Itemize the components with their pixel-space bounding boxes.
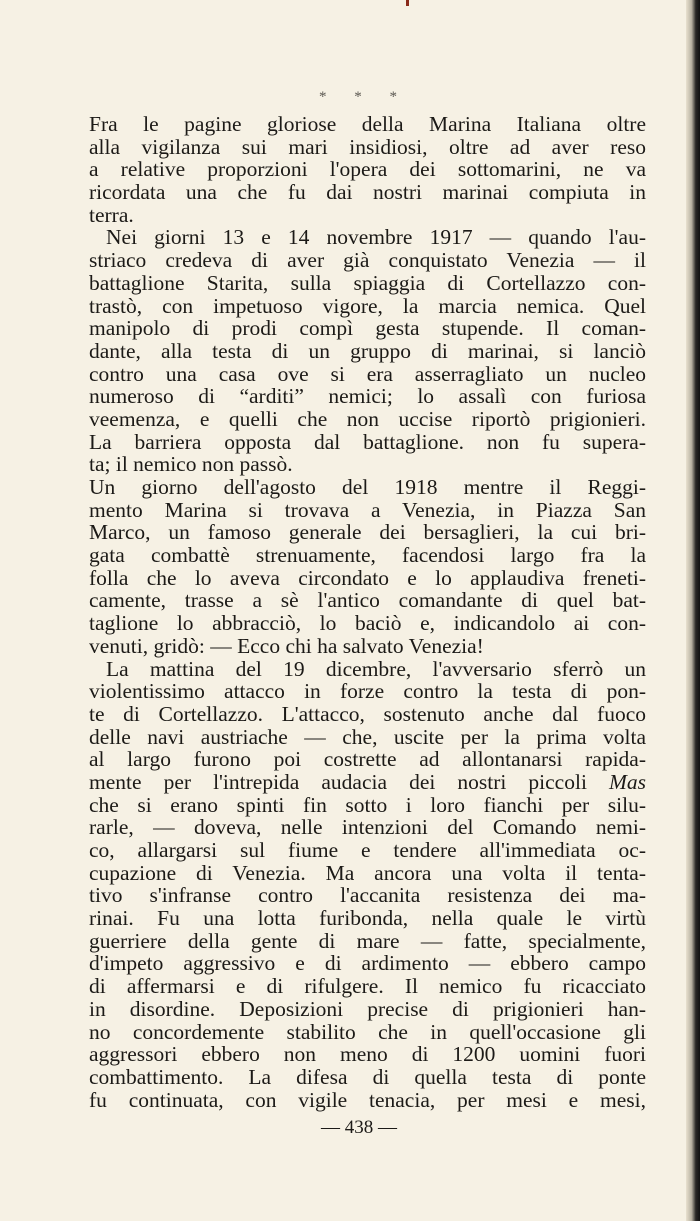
printer-mark <box>406 0 409 6</box>
text-line: alla vigilanza sui mari insidiosi, oltre ad aver reso <box>89 134 646 159</box>
text-line: mento Marina si trovava a Venezia, in Piazza San <box>89 497 646 522</box>
text-line: te di Cortellazzo. L'attacco, sostenuto anche dal fuoco <box>89 701 646 726</box>
text-line: delle navi austriache — che, uscite per la prima volta <box>89 724 646 749</box>
paragraph <box>89 658 646 1112</box>
body-text <box>89 113 646 1111</box>
text-line: ricordata una che fu dai nostri marinai compiuta in <box>89 180 646 205</box>
text-line: Marco, un famoso generale dei bersaglieri, la cui bri- <box>89 520 646 545</box>
text-line: La barriera opposta dal battaglione. non fu supera- <box>89 429 646 454</box>
text-line: rarle, — doveva, nelle intenzioni del Comando nemi- <box>89 815 646 840</box>
text-line: battaglione Starita, sulla spiaggia di Cortellazzo con- <box>89 270 646 295</box>
page-number: — 438 — <box>321 1117 397 1138</box>
text-line: al largo furono poi costrette ad allontanarsi rapida- <box>89 747 646 772</box>
text-line: combattimento. La difesa di quella testa di ponte <box>89 1064 646 1089</box>
text-line: venuti, gridò: — Ecco chi ha salvato Venezia! <box>89 633 484 658</box>
text-line: d'impeto aggressivo e di ardimento — ebbero campo <box>89 951 646 976</box>
text-line: cupazione di Venezia. Ma ancora una volta il tenta- <box>89 860 646 885</box>
text-line: fu continuata, con vigile tenacia, per mesi e mesi, <box>89 1087 646 1112</box>
text-line: a relative proporzioni l'opera dei sottomarini, ne va <box>89 157 646 182</box>
text-line: ta; il nemico non passò. <box>89 452 293 477</box>
text-line: trastò, con impetuoso vigore, la marcia nemica. Quel <box>89 293 646 318</box>
text-line: aggressori ebbero non meno di 1200 uomini fuori <box>89 1042 646 1067</box>
section-ornament: * * * <box>319 89 409 105</box>
italic-term: Mas <box>608 769 646 794</box>
text-line: Un giorno dell'agosto del 1918 mentre il Reggi- <box>89 475 646 499</box>
text-line: tivo s'infranse contro l'accanita resistenza dei ma- <box>89 883 646 908</box>
text-line: Nei giorni 13 e 14 novembre 1917 — quando l'au- <box>106 225 646 250</box>
text-line: di affermarsi e di rifulgere. Il nemico fu ricacciato <box>89 974 646 999</box>
page-edge-shadow <box>686 0 700 1221</box>
text-line: La mattina del 19 dicembre, l'avversario sferrò un <box>106 656 646 681</box>
paragraph <box>89 226 646 476</box>
text-line: no concordemente stabilito che in quell'occasione gli <box>89 1019 646 1044</box>
text-line: folla che lo aveva circondato e lo applaudiva freneti- <box>89 565 646 590</box>
text-line: terra. <box>89 202 134 227</box>
text-line: mente per l'intrepida audacia dei nostri piccoli Mas <box>89 769 646 794</box>
text-line: striaco credeva di aver già conquistato Venezia — il <box>89 248 646 273</box>
text-line: camente, trasse a sè l'antico comandante di quel bat- <box>89 588 646 613</box>
text-line: violentissimo attacco in forze contro la testa di pon- <box>89 679 646 704</box>
paragraph <box>89 113 646 226</box>
text-line: in disordine. Deposizioni precise di prigionieri han- <box>89 996 646 1021</box>
text-line: Fra le pagine gloriose della Marina Italiana oltre <box>89 112 646 136</box>
text-line: guerriere della gente di mare — fatte, specialmente, <box>89 928 646 953</box>
text-line: numeroso di “arditi” nemici; lo assalì con furiosa <box>89 384 646 409</box>
paragraph <box>89 476 646 658</box>
text-line: contro una casa ove si era asserragliato un nucleo <box>89 361 646 386</box>
text-line: che si erano spinti fin sotto i loro fianchi per silu- <box>89 792 646 817</box>
text-line: gata combattè strenuamente, facendosi largo fra la <box>89 543 646 568</box>
text-line: dante, alla testa di un gruppo di marinai, si lanciò <box>89 338 646 363</box>
text-line: veemenza, e quelli che non uccise riportò prigionieri. <box>89 406 646 431</box>
text-line: manipolo di prodi compì gesta stupende. Il coman- <box>89 316 646 341</box>
text-line: rinai. Fu una lotta furibonda, nella quale le virtù <box>89 906 646 931</box>
text-line: co, allargarsi sul fiume e tendere all'immediata oc- <box>89 838 646 862</box>
text-line: taglione lo abbracciò, lo baciò e, indicandolo ai con- <box>89 611 646 636</box>
